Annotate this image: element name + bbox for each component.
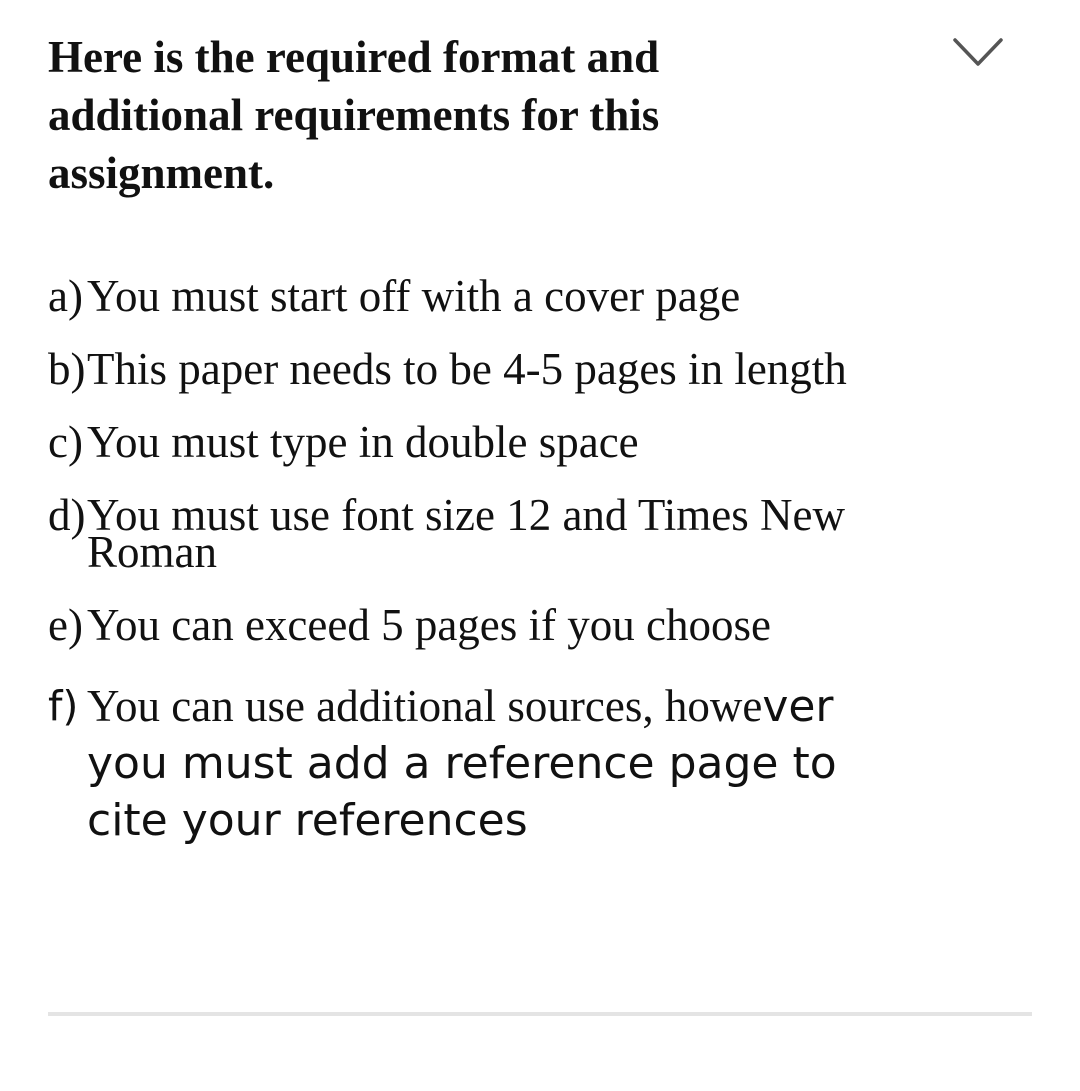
card-heading: Here is the required format and additional requirements for this assignment. (48, 32, 660, 198)
requirement-item-a (48, 271, 928, 321)
item-marker: b) (48, 344, 86, 394)
item-text: You must type in double space (87, 417, 639, 467)
item-text: You can exceed 5 pages if you choose (87, 600, 771, 650)
item-marker: f) (48, 682, 79, 730)
item-text-sans: ver you must add a reference page to cite your references (87, 681, 837, 846)
item-marker: d) (48, 490, 86, 540)
requirement-item-d (48, 490, 928, 577)
item-text: You must use font size 12 and Times New Roman (87, 490, 845, 577)
chevron-down-icon[interactable] (952, 36, 1004, 70)
requirement-item-f (48, 678, 928, 849)
requirement-item-b (48, 344, 928, 394)
item-marker: a) (48, 271, 83, 321)
item-text: You must start off with a cover page (87, 271, 741, 321)
requirements-card (48, 28, 1032, 846)
item-text-serif: You can use additional sources, howe (87, 681, 763, 731)
requirements-list (48, 271, 928, 885)
item-text: This paper needs to be 4-5 pages in length (87, 344, 847, 394)
requirement-item-c (48, 417, 928, 467)
item-marker: c) (48, 417, 83, 467)
requirement-item-e (48, 600, 928, 650)
divider (48, 1012, 1032, 1016)
item-marker: e) (48, 600, 83, 650)
